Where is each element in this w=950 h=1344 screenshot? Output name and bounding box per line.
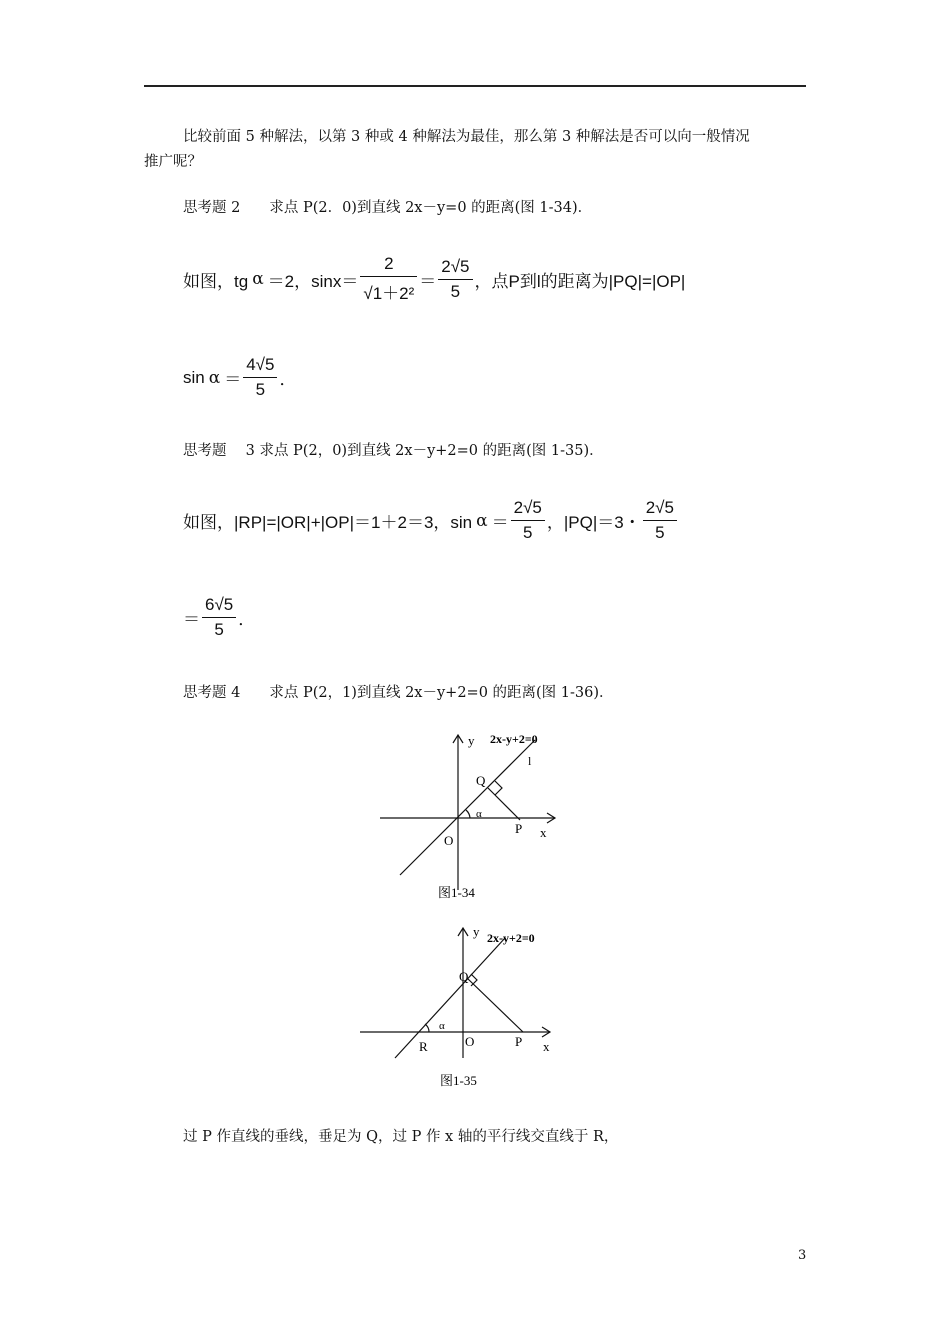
denominator: √1＋2² [360, 276, 417, 304]
question-4: 思考题 4 求点 P(2，1)到直线 2x－y+2=0 的距离(图 1-36)． [183, 685, 614, 701]
figure-caption: 图1-35 [440, 1073, 477, 1088]
label-alpha: α [476, 808, 482, 820]
fraction [360, 254, 417, 304]
label-q: Q [459, 969, 469, 984]
x-label: x [543, 1039, 550, 1054]
denominator: 5 [511, 520, 545, 543]
line-equation: 2x-y+2=0 [487, 931, 535, 945]
angle-arc [466, 810, 470, 818]
numerator: 4√5 [246, 355, 275, 374]
label-o: O [465, 1034, 475, 1049]
label-q: Q [476, 773, 486, 788]
text: 如图，tg [183, 271, 249, 291]
figure-1-35 [355, 918, 565, 1093]
text: ＝ [419, 271, 437, 291]
denominator: 5 [243, 377, 277, 400]
right-angle-mark [495, 781, 502, 795]
label-alpha: α [439, 1020, 445, 1032]
denominator: 5 [202, 617, 236, 640]
paragraph-line: 推广呢？ [144, 154, 202, 170]
text: ，|PQ|＝3・ [546, 513, 641, 532]
line-l [400, 740, 535, 875]
text: ＝ [183, 610, 200, 629]
question-2: 思考题 2 求点 P(2．0)到直线 2x－y=0 的距离(图 1-34)． [183, 200, 593, 216]
line-name: l [528, 754, 532, 768]
text: sin [183, 367, 205, 387]
paragraph-line: 过 P 作直线的垂线，垂足为 Q，过 P 作 x 轴的平行线交直线于 R， [183, 1129, 619, 1145]
solution-2-line-1 [183, 254, 685, 304]
y-label: y [473, 924, 480, 939]
text: 如图，|RP|=|OR|+|OP|＝1＋2＝3，sin [183, 513, 473, 532]
text: ，点P到l的距离为|PQ|=|OP| [474, 271, 686, 291]
solution-3-line-2 [183, 595, 255, 640]
fraction [202, 595, 236, 640]
fraction [511, 498, 545, 543]
denominator: 5 [643, 520, 677, 543]
angle-arc [425, 1024, 429, 1032]
page-number: 3 [798, 1248, 807, 1263]
text: ． [279, 370, 297, 389]
label-p: P [515, 1034, 523, 1049]
figure-1-34 [370, 725, 570, 905]
question-3: 思考题 3 求点 P(2，0)到直线 2x－y+2=0 的距离(图 1-35)． [183, 443, 604, 459]
solution-2-line-2 [183, 355, 296, 400]
figure-caption: 图1-34 [438, 885, 475, 900]
y-label: y [468, 733, 475, 748]
x-label: x [540, 825, 547, 840]
alpha-symbol: α [208, 367, 221, 388]
text: ＝ [224, 370, 242, 389]
alpha-symbol: α [252, 269, 264, 289]
fraction [643, 498, 677, 543]
header-rule [144, 85, 806, 87]
numerator: 2√5 [645, 498, 674, 517]
numerator: 6√5 [205, 595, 234, 614]
numerator: 2√5 [513, 498, 542, 517]
label-r: R [419, 1039, 428, 1054]
text: ＝2，sinx＝ [267, 271, 359, 291]
label-p: P [515, 821, 523, 836]
fraction [243, 355, 277, 400]
solution-3-line-1 [183, 498, 679, 543]
label-o: O [444, 833, 454, 848]
text: ＝ [491, 513, 509, 532]
numerator: 2 [384, 254, 394, 273]
text: ． [238, 610, 256, 629]
fraction [438, 257, 472, 302]
denominator: 5 [438, 279, 472, 302]
alpha-symbol: α [476, 510, 488, 531]
perpendicular-pq [467, 978, 523, 1032]
perpendicular-pq [488, 788, 520, 820]
paragraph-line: 比较前面 5 种解法，以第 3 种或 4 种解法为最佳，那么第 3 种解法是否可以向一般情况 [183, 129, 750, 145]
line-equation: 2x-y+2=0 [490, 732, 538, 746]
numerator: 2√5 [441, 256, 470, 276]
